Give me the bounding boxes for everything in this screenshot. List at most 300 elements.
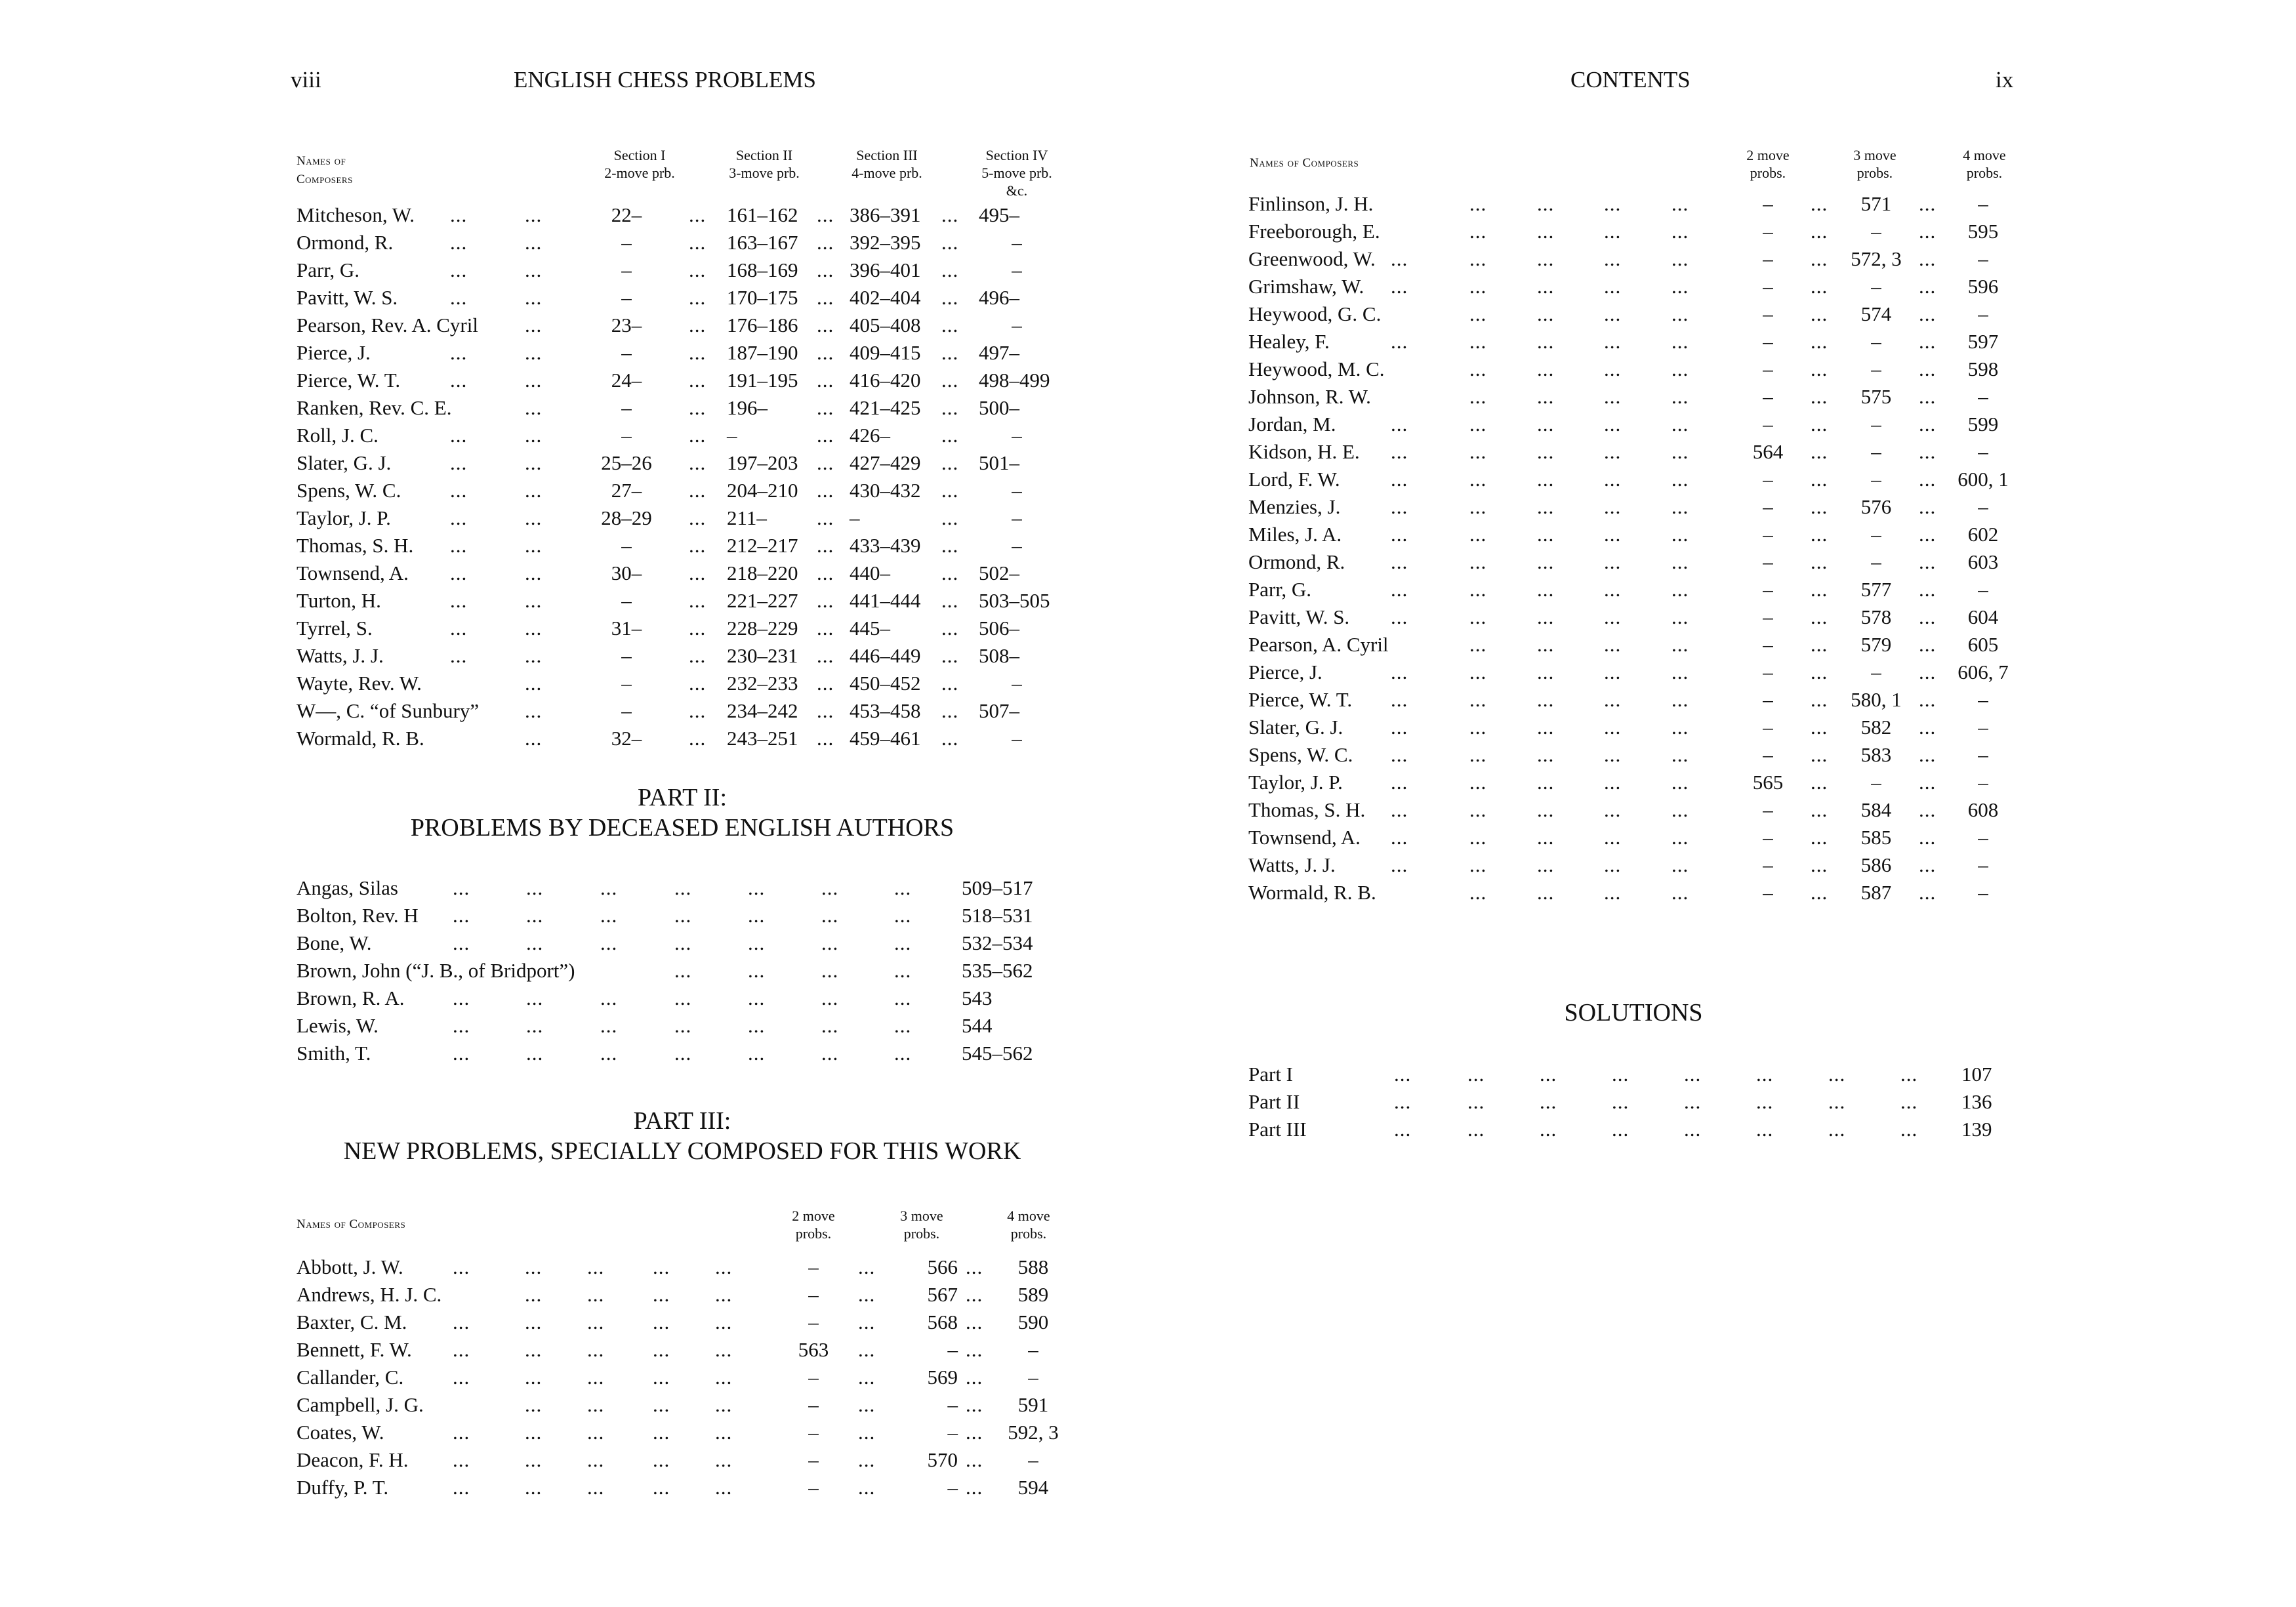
leader-dots: ... — [653, 1311, 670, 1333]
leader-dots: ... — [1469, 771, 1487, 794]
leader-dots: ... — [1671, 330, 1689, 353]
leader-dots: ... — [525, 1448, 543, 1471]
table-row — [0, 741, 2296, 769]
leader-dots: ... — [1919, 275, 1937, 298]
section-4-value: 497– — [979, 341, 1019, 364]
two-move-value: – — [808, 1283, 819, 1306]
part3-names-header: Names of Composers — [297, 1217, 406, 1231]
leader-dots: ... — [821, 904, 839, 927]
leader-dots: ... — [817, 479, 834, 502]
leader-dots: ... — [1919, 605, 1937, 628]
table-row — [0, 548, 2296, 576]
problem-range: 545–562 — [962, 1042, 1033, 1065]
leader-dots: ... — [450, 286, 468, 309]
section-2-value: 232–233 — [727, 672, 798, 695]
leader-dots: ... — [1671, 881, 1689, 904]
leader-dots: ... — [453, 904, 470, 927]
leader-dots: ... — [817, 589, 834, 612]
leader-dots: ... — [817, 258, 834, 281]
composer-name: Baxter, C. M. — [297, 1311, 407, 1333]
leader-dots: ... — [1394, 1063, 1412, 1086]
leader-dots: ... — [1811, 330, 1828, 353]
solution-page: 107 — [1961, 1063, 1992, 1086]
leader-dots: ... — [941, 341, 959, 364]
table-row — [0, 1419, 2296, 1446]
leader-dots: ... — [1604, 385, 1622, 408]
leader-dots: ... — [1919, 743, 1937, 766]
section-4-value: 506– — [979, 617, 1019, 640]
leader-dots: ... — [1671, 275, 1689, 298]
four-move-value: 596 — [1967, 275, 1999, 298]
composer-name: Healey, F. — [1248, 330, 1330, 353]
section-3-value: 386–391 — [850, 203, 921, 226]
leader-dots: ... — [525, 1255, 543, 1278]
leader-dots: ... — [1394, 1118, 1412, 1141]
leader-dots: ... — [1469, 495, 1487, 518]
part2-subheading: PROBLEMS BY DECEASED ENGLISH AUTHORS — [410, 814, 954, 842]
section-4-value: – — [1012, 479, 1022, 502]
leader-dots: ... — [1604, 853, 1622, 876]
leader-dots: ... — [1469, 440, 1487, 463]
leader-dots: ... — [1828, 1090, 1846, 1113]
two-move-value: – — [1763, 550, 1773, 573]
leader-dots: ... — [525, 286, 543, 309]
leader-dots: ... — [1469, 413, 1487, 436]
section-4-value: 508– — [979, 644, 1019, 667]
leader-dots: ... — [1537, 330, 1555, 353]
leader-dots: ... — [689, 506, 707, 529]
leader-dots: ... — [1391, 330, 1408, 353]
column-header-line2: probs. — [1966, 165, 2003, 181]
leader-dots: ... — [817, 286, 834, 309]
section-2-value: 170–175 — [727, 286, 798, 309]
leader-dots: ... — [1469, 881, 1487, 904]
section-2-value: 196– — [727, 396, 768, 419]
section-1-value: 23– — [611, 314, 642, 336]
section-1-value: – — [621, 231, 632, 254]
four-move-value: – — [1978, 385, 1988, 408]
three-move-value: – — [1871, 275, 1881, 298]
column-header-line2: 3-move prb. — [729, 165, 800, 181]
leader-dots: ... — [1469, 247, 1487, 270]
composer-name: Ormond, R. — [1248, 550, 1345, 573]
section-2-value: 187–190 — [727, 341, 798, 364]
leader-dots: ... — [1537, 605, 1555, 628]
leader-dots: ... — [1811, 468, 1828, 491]
leader-dots: ... — [1811, 385, 1828, 408]
leader-dots: ... — [748, 1042, 766, 1065]
leader-dots: ... — [817, 451, 834, 474]
section-4-value: – — [1012, 231, 1022, 254]
leader-dots: ... — [1540, 1090, 1557, 1113]
section-4-value: 502– — [979, 561, 1019, 584]
leader-dots: ... — [689, 534, 707, 557]
leader-dots: ... — [1811, 688, 1828, 711]
leader-dots: ... — [674, 959, 692, 982]
leader-dots: ... — [966, 1421, 983, 1444]
leader-dots: ... — [941, 424, 959, 447]
leader-dots: ... — [525, 727, 543, 750]
leader-dots: ... — [715, 1311, 733, 1333]
leader-dots: ... — [1604, 440, 1622, 463]
section-4-value: 496– — [979, 286, 1019, 309]
leader-dots: ... — [526, 987, 544, 1009]
leader-dots: ... — [1604, 798, 1622, 821]
leader-dots: ... — [1391, 798, 1408, 821]
leader-dots: ... — [653, 1283, 670, 1306]
two-move-value: – — [808, 1476, 819, 1499]
section-4-value: – — [1012, 314, 1022, 336]
leader-dots: ... — [1811, 357, 1828, 380]
four-move-value: 595 — [1967, 220, 1999, 243]
leader-dots: ... — [1828, 1118, 1846, 1141]
column-header-line1: 4 move — [1007, 1208, 1050, 1224]
column-header-line2: probs. — [903, 1225, 940, 1242]
leader-dots: ... — [1537, 357, 1555, 380]
leader-dots: ... — [525, 451, 543, 474]
section-4-value: – — [1012, 506, 1022, 529]
leader-dots: ... — [450, 644, 468, 667]
section-3-value: 427–429 — [850, 451, 921, 474]
table-row — [0, 1364, 2296, 1391]
leader-dots: ... — [1469, 743, 1487, 766]
section-4-value: 495– — [979, 203, 1019, 226]
four-move-value: 600, 1 — [1958, 468, 2009, 491]
section-2-value: 197–203 — [727, 451, 798, 474]
leader-dots: ... — [1604, 413, 1622, 436]
leader-dots: ... — [525, 644, 543, 667]
leader-dots: ... — [941, 589, 959, 612]
leader-dots: ... — [689, 561, 707, 584]
composer-name: Pearson, Rev. A. Cyril — [297, 314, 478, 336]
composer-name: Heywood, G. C. — [1248, 302, 1382, 325]
table-row — [0, 714, 2296, 741]
three-move-value: 587 — [1860, 881, 1892, 904]
leader-dots: ... — [1537, 826, 1555, 849]
solution-page: 136 — [1961, 1090, 1992, 1113]
leader-dots: ... — [1537, 192, 1555, 215]
leader-dots: ... — [1537, 771, 1555, 794]
leader-dots: ... — [689, 369, 707, 392]
three-move-value: 582 — [1860, 716, 1892, 739]
two-move-value: – — [1763, 605, 1773, 628]
leader-dots: ... — [653, 1366, 670, 1389]
column-header-line1: Section I — [613, 147, 666, 163]
leader-dots: ... — [966, 1338, 983, 1361]
leader-dots: ... — [526, 1014, 544, 1037]
leader-dots: ... — [1469, 688, 1487, 711]
leader-dots: ... — [453, 1338, 470, 1361]
leader-dots: ... — [600, 987, 618, 1009]
leader-dots: ... — [941, 561, 959, 584]
three-move-value: – — [1871, 468, 1881, 491]
author-name: Angas, Silas — [297, 876, 398, 899]
part3-subheading: NEW PROBLEMS, SPECIALLY COMPOSED FOR THIS WORK — [343, 1137, 1021, 1165]
four-move-value: – — [1028, 1366, 1038, 1389]
composer-name: Slater, G. J. — [1248, 716, 1343, 739]
column-header — [754, 1207, 872, 1242]
leader-dots: ... — [941, 727, 959, 750]
leader-dots: ... — [941, 506, 959, 529]
leader-dots: ... — [1537, 798, 1555, 821]
leader-dots: ... — [894, 904, 912, 927]
composer-name: Tyrrel, S. — [297, 617, 373, 640]
leader-dots: ... — [966, 1448, 983, 1471]
leader-dots: ... — [1919, 826, 1937, 849]
leader-dots: ... — [1391, 495, 1408, 518]
leader-dots: ... — [1900, 1118, 1918, 1141]
four-move-value: – — [1978, 881, 1988, 904]
leader-dots: ... — [674, 987, 692, 1009]
leader-dots: ... — [587, 1448, 605, 1471]
leader-dots: ... — [1469, 523, 1487, 546]
leader-dots: ... — [966, 1311, 983, 1333]
part2-heading: PART II: — [637, 784, 728, 811]
composer-name: Mitcheson, W. — [297, 203, 415, 226]
leader-dots: ... — [525, 1311, 543, 1333]
leader-dots: ... — [941, 369, 959, 392]
leader-dots: ... — [1469, 302, 1487, 325]
leader-dots: ... — [525, 1476, 543, 1499]
two-move-value: – — [1763, 192, 1773, 215]
leader-dots: ... — [1469, 605, 1487, 628]
two-move-value: – — [808, 1421, 819, 1444]
composer-name: Johnson, R. W. — [1248, 385, 1371, 408]
section-4-value: 503–505 — [979, 589, 1050, 612]
leader-dots: ... — [1604, 881, 1622, 904]
three-move-value: – — [1871, 440, 1881, 463]
section-3-value: 441–444 — [850, 589, 921, 612]
leader-dots: ... — [453, 931, 470, 954]
leader-dots: ... — [1919, 633, 1937, 656]
leader-dots: ... — [1604, 523, 1622, 546]
leader-dots: ... — [941, 314, 959, 336]
table-row — [0, 851, 2296, 879]
leader-dots: ... — [1612, 1063, 1630, 1086]
four-move-value: 605 — [1967, 633, 1999, 656]
three-move-value: – — [1871, 357, 1881, 380]
three-move-value: 570 — [927, 1448, 958, 1471]
section-1-value: – — [621, 589, 632, 612]
leader-dots: ... — [1919, 220, 1937, 243]
leader-dots: ... — [525, 561, 543, 584]
column-header-line2: 5-move prb. — [981, 165, 1052, 181]
three-move-value: 572, 3 — [1851, 247, 1902, 270]
table-row — [0, 1474, 2296, 1501]
leader-dots: ... — [689, 644, 707, 667]
leader-dots: ... — [1684, 1063, 1702, 1086]
leader-dots: ... — [1469, 550, 1487, 573]
leader-dots: ... — [1671, 688, 1689, 711]
section-3-value: 392–395 — [850, 231, 921, 254]
four-move-value: – — [1978, 853, 1988, 876]
two-move-value: – — [1763, 275, 1773, 298]
leader-dots: ... — [1537, 853, 1555, 876]
leader-dots: ... — [653, 1421, 670, 1444]
leader-dots: ... — [715, 1448, 733, 1471]
leader-dots: ... — [1604, 578, 1622, 601]
two-move-value: – — [1763, 357, 1773, 380]
leader-dots: ... — [1469, 578, 1487, 601]
composer-name: Coates, W. — [297, 1421, 384, 1444]
composer-name: Pavitt, W. S. — [1248, 605, 1350, 628]
section-1-value: – — [621, 672, 632, 695]
leader-dots: ... — [1684, 1118, 1702, 1141]
leader-dots: ... — [1391, 550, 1408, 573]
section-1-value: 22– — [611, 203, 642, 226]
two-move-value: – — [1763, 716, 1773, 739]
composer-name: Pierce, W. T. — [1248, 688, 1353, 711]
three-move-value: – — [947, 1421, 958, 1444]
leader-dots: ... — [1756, 1090, 1774, 1113]
leader-dots: ... — [1671, 192, 1689, 215]
three-move-value: – — [1871, 550, 1881, 573]
composer-name: Taylor, J. P. — [1248, 771, 1343, 794]
leader-dots: ... — [1469, 661, 1487, 683]
leader-dots: ... — [525, 617, 543, 640]
column-header-line2: probs. — [1010, 1225, 1047, 1242]
three-move-value: – — [1871, 523, 1881, 546]
three-move-value: 568 — [927, 1311, 958, 1333]
section-3-value: – — [850, 506, 860, 529]
leader-dots: ... — [453, 1448, 470, 1471]
section-2-value: – — [727, 424, 737, 447]
leader-dots: ... — [525, 1366, 543, 1389]
problem-range: 535–562 — [962, 959, 1033, 982]
leader-dots: ... — [1604, 826, 1622, 849]
leader-dots: ... — [587, 1476, 605, 1499]
leader-dots: ... — [817, 424, 834, 447]
leader-dots: ... — [1919, 247, 1937, 270]
table-row — [0, 300, 2296, 328]
composer-name: Deacon, F. H. — [297, 1448, 409, 1471]
leader-dots: ... — [1391, 716, 1408, 739]
leader-dots: ... — [526, 1042, 544, 1065]
leader-dots: ... — [1391, 605, 1408, 628]
leader-dots: ... — [748, 987, 766, 1009]
leader-dots: ... — [1671, 468, 1689, 491]
leader-dots: ... — [817, 617, 834, 640]
composer-name: Freeborough, E. — [1248, 220, 1380, 243]
leader-dots: ... — [1469, 357, 1487, 380]
leader-dots: ... — [1537, 302, 1555, 325]
leader-dots: ... — [1469, 853, 1487, 876]
leader-dots: ... — [821, 1042, 839, 1065]
section-1-value: 25–26 — [601, 451, 652, 474]
four-move-value: – — [1028, 1448, 1038, 1471]
leader-dots: ... — [525, 479, 543, 502]
running-head-left: ENGLISH CHESS PROBLEMS — [514, 67, 816, 92]
leader-dots: ... — [1537, 578, 1555, 601]
table-row — [0, 769, 2296, 796]
leader-dots: ... — [1919, 413, 1937, 436]
column-header-line2: probs. — [1750, 165, 1786, 181]
leader-dots: ... — [453, 1014, 470, 1037]
composer-name: Spens, W. C. — [1248, 743, 1353, 766]
leader-dots: ... — [941, 258, 959, 281]
leader-dots: ... — [817, 534, 834, 557]
two-move-value: – — [1763, 523, 1773, 546]
section-3-value: 459–461 — [850, 727, 921, 750]
leader-dots: ... — [1604, 550, 1622, 573]
table-row — [0, 631, 2296, 659]
column-header-line3: &c. — [1006, 182, 1028, 199]
leader-dots: ... — [1919, 661, 1937, 683]
two-move-value: 564 — [1752, 440, 1784, 463]
leader-dots: ... — [1391, 826, 1408, 849]
section-1-value: – — [621, 396, 632, 419]
leader-dots: ... — [1811, 853, 1828, 876]
solution-part: Part III — [1248, 1118, 1307, 1141]
section-4-value: – — [1012, 258, 1022, 281]
four-move-value: – — [1978, 743, 1988, 766]
leader-dots: ... — [748, 904, 766, 927]
three-move-value: 569 — [927, 1366, 958, 1389]
two-move-value: – — [1763, 220, 1773, 243]
leader-dots: ... — [525, 369, 543, 392]
table-row — [0, 411, 2296, 438]
section-3-value: 421–425 — [850, 396, 921, 419]
two-move-value: – — [1763, 495, 1773, 518]
leader-dots: ... — [689, 286, 707, 309]
section-3-value: 409–415 — [850, 341, 921, 364]
composer-name: Jordan, M. — [1248, 413, 1336, 436]
composer-name: Ranken, Rev. C. E. — [297, 396, 452, 419]
two-move-value: – — [1763, 247, 1773, 270]
composer-name: Campbell, J. G. — [297, 1393, 424, 1416]
table-row — [0, 328, 2296, 356]
column-header-line1: 4 move — [1963, 147, 2006, 163]
author-name: Brown, R. A. — [297, 987, 405, 1009]
leader-dots: ... — [689, 672, 707, 695]
leader-dots: ... — [817, 727, 834, 750]
three-move-value: 584 — [1860, 798, 1892, 821]
section-3-value: 440– — [850, 561, 890, 584]
composer-name: Duffy, P. T. — [297, 1476, 389, 1499]
composer-name: Finlinson, J. H. — [1248, 192, 1374, 215]
author-name: Lewis, W. — [297, 1014, 379, 1037]
problem-range: 543 — [962, 987, 993, 1009]
composer-name: Abbott, J. W. — [297, 1255, 403, 1278]
leader-dots: ... — [966, 1476, 983, 1499]
leader-dots: ... — [858, 1366, 876, 1389]
two-move-value: 565 — [1752, 771, 1784, 794]
leader-dots: ... — [1811, 771, 1828, 794]
leader-dots: ... — [587, 1255, 605, 1278]
leader-dots: ... — [1811, 798, 1828, 821]
section-3-value: 446–449 — [850, 644, 921, 667]
column-header-line2: probs. — [1856, 165, 1893, 181]
section-1-value: – — [621, 341, 632, 364]
solution-part: Part I — [1248, 1063, 1294, 1086]
section-4-value: – — [1012, 672, 1022, 695]
composer-name: Townsend, A. — [297, 561, 409, 584]
leader-dots: ... — [1604, 633, 1622, 656]
section-2-value: 163–167 — [727, 231, 798, 254]
leader-dots: ... — [1537, 440, 1555, 463]
names-header-line1: Names of — [297, 154, 346, 168]
section-2-value: 161–162 — [727, 203, 798, 226]
four-move-value: – — [1978, 771, 1988, 794]
two-move-value: – — [1763, 302, 1773, 325]
leader-dots: ... — [941, 644, 959, 667]
leader-dots: ... — [689, 479, 707, 502]
leader-dots: ... — [689, 617, 707, 640]
three-move-value: 566 — [927, 1255, 958, 1278]
list-item — [0, 957, 2296, 985]
leader-dots: ... — [1671, 523, 1689, 546]
two-move-value: – — [1763, 826, 1773, 849]
